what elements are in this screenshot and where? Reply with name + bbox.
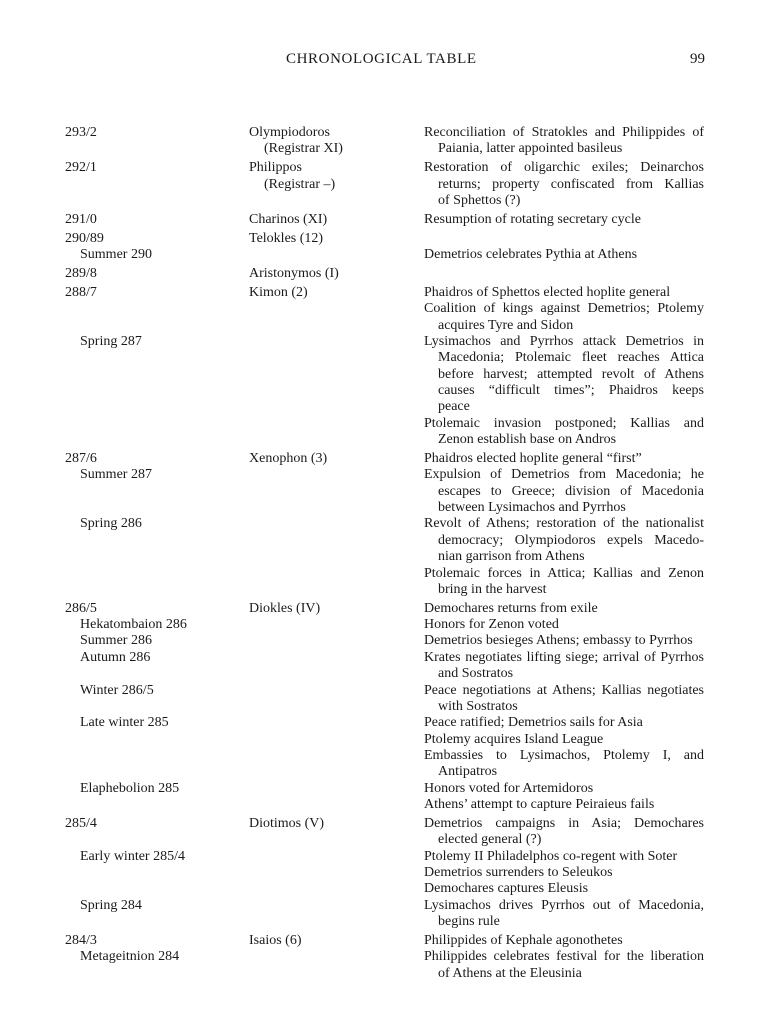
events-cell <box>424 816 704 849</box>
events-cell <box>424 683 704 716</box>
event-line: Ptolemy acquires Island League <box>424 731 604 747</box>
archon-cell <box>249 451 409 467</box>
date-cell: Hekatombaion 286 <box>80 617 187 633</box>
event-line: acquires Tyre and Sidon <box>438 317 574 333</box>
events-cell <box>424 451 704 467</box>
date-cell: Elaphebolion 285 <box>80 780 180 796</box>
events-cell <box>424 933 704 949</box>
event-line: elected general (?) <box>438 832 542 848</box>
events-cell <box>424 247 704 263</box>
event-line: Demetrios besieges Athens; embassy to Pyrrhos <box>424 633 693 649</box>
event-entry <box>424 212 704 228</box>
event-entry <box>424 748 704 781</box>
date-cell: 287/6 <box>65 451 97 467</box>
event-line: democracy; Olympiodoros expels Macedo- <box>438 532 704 548</box>
table-row <box>0 451 775 467</box>
event-entry <box>424 781 704 797</box>
events-cell <box>424 467 704 516</box>
date-cell: Metageitnion 284 <box>80 949 180 965</box>
archon-line: Isaios (6) <box>249 932 302 948</box>
event-line: bring in the harvest <box>438 581 547 597</box>
event-line: Antipatros <box>438 764 498 780</box>
events-cell <box>424 898 704 931</box>
archon-cell <box>249 285 409 301</box>
table-row <box>0 212 775 228</box>
events-cell <box>424 212 704 228</box>
events-cell <box>424 849 704 898</box>
event-line: Resumption of rotating secretary cycle <box>424 211 641 227</box>
archon-line: Olympiodoros <box>249 125 330 140</box>
events-cell <box>424 633 704 649</box>
archon-line: Diokles (IV) <box>249 600 321 616</box>
table-row <box>0 816 775 849</box>
event-line: Macedonia; Ptolemaic fleet reaches Attica <box>438 350 704 366</box>
table-row <box>0 467 775 516</box>
table-row <box>0 247 775 263</box>
table-row <box>0 781 775 814</box>
event-entry <box>424 797 704 813</box>
event-line: Zenon establish base on Andros <box>438 432 617 448</box>
page-number: 99 <box>690 51 705 67</box>
archon-cell <box>249 212 409 228</box>
event-line: Ptolemaic forces in Attica; Kallias and Zenon <box>424 565 704 581</box>
event-line: Demetrios surrenders to Seleukos <box>424 864 613 880</box>
archon-cell <box>249 231 409 247</box>
table-row <box>0 601 775 617</box>
event-line: begins rule <box>438 913 500 929</box>
event-line: Phaidros elected hoplite general “first” <box>424 451 642 467</box>
date-cell: Autumn 286 <box>80 649 151 665</box>
table-row <box>0 617 775 633</box>
table-row <box>0 334 775 448</box>
date-cell: Spring 286 <box>80 516 142 532</box>
event-line: Krates negotiates lifting siege; arrival of Pyrrhos <box>424 649 704 665</box>
archon-cell <box>249 601 409 617</box>
event-entry <box>424 160 704 209</box>
events-cell <box>424 285 704 334</box>
event-entry <box>424 334 704 416</box>
event-line: Peace ratified; Demetrios sails for Asia <box>424 715 643 731</box>
archon-line: Diotimos (V) <box>249 815 325 831</box>
date-cell: Summer 286 <box>80 633 152 649</box>
table-row <box>0 160 775 209</box>
events-cell <box>424 334 704 448</box>
event-line: Honors for Zenon voted <box>424 617 559 633</box>
events-cell <box>424 266 704 282</box>
table-row <box>0 633 775 649</box>
table-row <box>0 849 775 898</box>
event-entry <box>424 865 704 881</box>
date-cell: Summer 290 <box>80 247 152 263</box>
event-entry <box>424 732 704 748</box>
date-cell: 290/89 <box>65 230 104 246</box>
archon-line: Kimon (2) <box>249 285 308 301</box>
event-entry <box>424 633 704 649</box>
archon-cell <box>249 933 409 949</box>
table-row <box>0 898 775 931</box>
event-line: between Lysimachos and Pyrrhos <box>438 500 626 516</box>
date-cell: 293/2 <box>65 125 97 140</box>
events-cell <box>424 949 704 982</box>
archon-cell <box>249 816 409 832</box>
event-line: Honors voted for Artemidoros <box>424 780 594 796</box>
events-cell <box>424 715 704 780</box>
event-entry <box>424 715 704 731</box>
table-row <box>0 683 775 716</box>
date-cell: 291/0 <box>65 211 97 227</box>
event-line: of Athens at the Eleusinia <box>438 965 582 981</box>
event-entry <box>424 285 704 301</box>
events-cell <box>424 617 704 633</box>
event-entry <box>424 601 704 617</box>
event-line: peace <box>438 399 470 415</box>
event-line: Demochares returns from exile <box>424 600 598 616</box>
event-entry <box>424 949 704 982</box>
event-line: Lysimachos and Pyrrhos attack Demetrios in <box>424 334 704 350</box>
events-cell <box>424 781 704 814</box>
table-row <box>0 125 775 158</box>
event-entry <box>424 301 704 334</box>
date-cell: 288/7 <box>65 285 97 301</box>
table-row <box>0 266 775 282</box>
event-line: Paiania, latter appointed basileus <box>438 141 623 157</box>
event-line: escapes to Greece; division of Macedonia <box>438 483 704 499</box>
archon-line: Telokles (12) <box>249 230 324 246</box>
event-entry <box>424 566 704 599</box>
event-line: Reconciliation of Stratokles and Philippides of <box>424 125 704 140</box>
event-entry <box>424 125 704 158</box>
archon-line: Xenophon (3) <box>249 451 328 467</box>
event-entry <box>424 933 704 949</box>
archon-cell <box>249 266 409 282</box>
table-row <box>0 715 775 780</box>
date-cell: 289/8 <box>65 266 97 282</box>
archon-cell <box>249 125 409 158</box>
archon-line: (Registrar XI) <box>264 141 343 157</box>
event-line: Ptolemaic invasion postponed; Kallias and <box>424 415 704 431</box>
date-cell: Winter 286/5 <box>80 682 154 698</box>
event-line: Restoration of oligarchic exiles; Deinarchos <box>424 160 704 176</box>
event-line: Embassies to Lysimachos, Ptolemy I, and <box>424 747 704 763</box>
event-line: Philippides of Kephale agonothetes <box>424 932 623 948</box>
event-line: nian garrison from Athens <box>438 549 585 565</box>
event-entry <box>424 849 704 865</box>
event-line: returns; property confiscated from Kallias <box>438 176 704 192</box>
events-cell <box>424 650 704 683</box>
events-cell <box>424 516 704 598</box>
date-cell: Spring 284 <box>80 897 142 913</box>
archon-line: Philippos <box>249 160 302 176</box>
date-cell: 285/4 <box>65 815 97 831</box>
date-cell: Summer 287 <box>80 467 152 483</box>
archon-line: Charinos (XI) <box>249 211 328 227</box>
event-line: with Sostratos <box>438 698 518 714</box>
page-header <box>0 51 775 71</box>
archon-line: Aristonymos (I) <box>249 266 339 282</box>
date-cell: 286/5 <box>65 600 97 616</box>
date-cell: Spring 287 <box>80 334 142 350</box>
event-line: Expulsion of Demetrios from Macedonia; he <box>424 467 704 483</box>
event-entry <box>424 898 704 931</box>
events-cell <box>424 231 704 247</box>
event-entry <box>424 881 704 897</box>
event-line: causes “difficult times”; Phaidros keeps <box>438 383 704 399</box>
date-cell: Early winter 285/4 <box>80 848 185 864</box>
date-cell: 284/3 <box>65 932 97 948</box>
event-entry <box>424 617 704 633</box>
events-cell <box>424 125 704 158</box>
event-entry <box>424 247 704 263</box>
archon-line: (Registrar –) <box>264 176 336 192</box>
event-line: Revolt of Athens; restoration of the nationalist <box>424 516 704 532</box>
date-cell: 292/1 <box>65 160 97 176</box>
event-line: Ptolemy II Philadelphos co-regent with Soter <box>424 848 678 864</box>
event-entry <box>424 650 704 683</box>
event-line: Philippides celebrates festival for the liberation <box>424 949 704 965</box>
event-line: Demetrios campaigns in Asia; Demochares <box>424 815 704 831</box>
table-row <box>0 285 775 334</box>
event-line: and Sostratos <box>438 666 514 682</box>
event-line: Peace negotiations at Athens; Kallias negotiates <box>424 682 704 698</box>
event-line: before harvest; attempted revolt of Athens <box>438 366 704 382</box>
event-entry <box>424 516 704 565</box>
table-row <box>0 949 775 982</box>
table-row <box>0 516 775 598</box>
table-row <box>0 933 775 949</box>
events-cell <box>424 601 704 617</box>
event-line: Athens’ attempt to capture Peiraieus fails <box>424 796 655 812</box>
events-cell <box>424 160 704 209</box>
event-line: Phaidros of Sphettos elected hoplite general <box>424 285 671 301</box>
archon-cell <box>249 160 409 193</box>
event-entry <box>424 683 704 716</box>
chronological-table <box>0 125 775 982</box>
event-line: Coalition of kings against Demetrios; Ptolemy <box>424 301 704 317</box>
event-line: of Sphettos (?) <box>438 192 521 208</box>
table-row <box>0 231 775 247</box>
event-entry <box>424 451 704 467</box>
event-entry <box>424 416 704 449</box>
event-line: Demochares captures Eleusis <box>424 881 589 897</box>
event-entry <box>424 467 704 516</box>
date-cell: Late winter 285 <box>80 715 169 731</box>
table-row <box>0 650 775 683</box>
running-title: CHRONOLOGICAL TABLE <box>286 51 477 67</box>
event-line: Demetrios celebrates Pythia at Athens <box>424 247 638 263</box>
event-entry <box>424 816 704 849</box>
event-line: Lysimachos drives Pyrrhos out of Macedonia, <box>424 897 704 913</box>
